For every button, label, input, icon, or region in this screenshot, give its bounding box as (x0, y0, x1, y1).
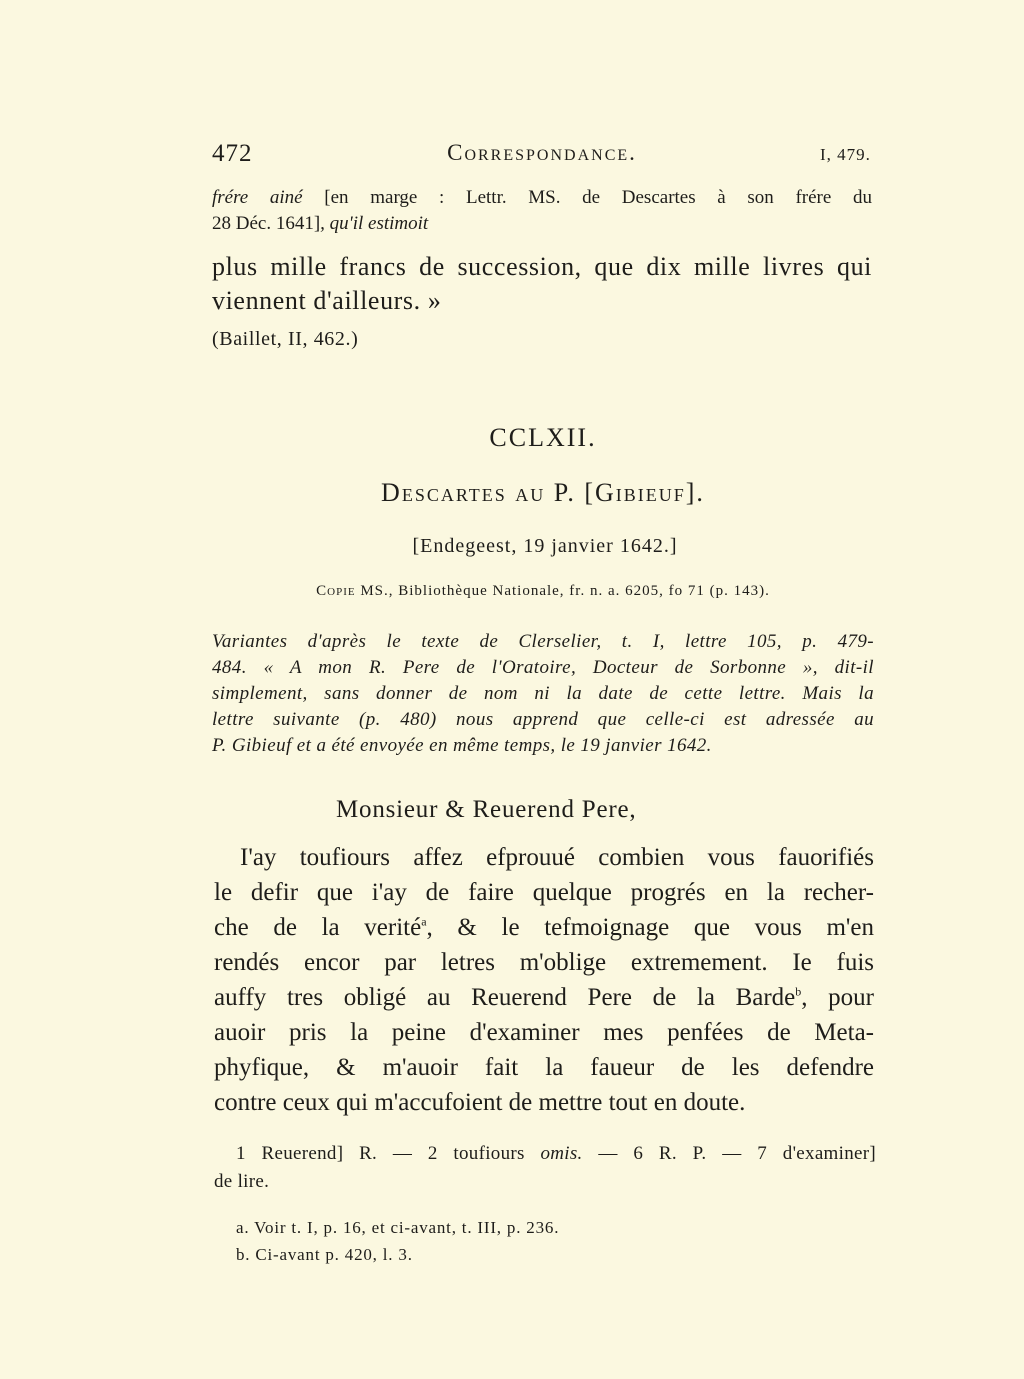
note-marker-b: b (795, 984, 802, 999)
body-text: , pour (801, 984, 874, 1011)
variants-line: lettre suivante (p. 480) nous apprend que celle-ci est adressée au (212, 709, 874, 730)
source-citation: (Baillet, II, 462.) (212, 328, 359, 350)
page-reference: I, 479. (820, 145, 871, 164)
letter-body (214, 840, 874, 1120)
text-line: plus mille francs de succession, que dix mille livres qui (212, 252, 872, 281)
copy-label: Copie (316, 583, 356, 599)
body-line: I'ay toufiours affez efprouué combien vous fauorifiés (240, 844, 874, 871)
note-date: 28 Déc. 1641] (212, 213, 321, 234)
note-marker-a: a (421, 914, 427, 929)
variant-text: 1 Reuerend] R. — 2 toufiours (236, 1143, 541, 1164)
variant-note-line: de lire. (214, 1171, 270, 1192)
variants-line: Variantes d'après le texte de Clerselier, t. I, lettre 105, p. 479- (212, 631, 874, 652)
body-line: auoir pris la peine d'examiner mes penfées de Meta- (214, 1019, 874, 1046)
variants-line: P. Gibieuf et a été envoyée en même temps, le 19 janvier 1642. (212, 735, 712, 756)
footnote-b: b. Ci-avant p. 420, l. 3. (236, 1245, 413, 1264)
variants-line: simplement, sans donner de nom ni la date de cette lettre. Mais la (212, 683, 874, 704)
salutation: Monsieur & Reuerend Pere, (336, 796, 637, 823)
running-title: Correspondance. (447, 140, 637, 165)
note-text: [en marge : Lettr. MS. de Descartes à son frére du (302, 187, 872, 208)
body-line: le defir que i'ay de faire quelque progrés en la recher- (214, 879, 874, 906)
copy-source (0, 583, 1024, 600)
place-date: [Endegeest, 19 janvier 1642.] (412, 535, 678, 557)
body-text: che de la verité (214, 914, 422, 941)
body-line (214, 910, 874, 945)
note-italic: frére ainé (212, 187, 303, 208)
body-line: rendés encor par letres m'oblige extremement. Ie fuis (214, 949, 874, 976)
letter-numeral: CCLXII. (489, 423, 597, 452)
variants-paragraph (212, 629, 874, 759)
copy-text: MS., Bibliothèque Nationale, fr. n. a. 6205, fo 71 (p. 143). (355, 583, 770, 599)
carry-over-text (212, 250, 872, 318)
carry-over-note (212, 185, 872, 237)
note-italic-2: , qu'il estimoit (320, 213, 429, 234)
variant-omis: omis. (540, 1143, 583, 1164)
page-number: 472 (212, 140, 253, 167)
body-line: phyfique, & m'auoir fait la faueur de les defendre (214, 1054, 874, 1081)
text-line: viennent d'ailleurs. » (212, 286, 442, 315)
footnote-a: a. Voir t. I, p. 16, et ci-avant, t. III, p. 236. (236, 1218, 560, 1237)
body-text: , & le tefmoignage que vous m'en (426, 914, 874, 941)
body-line: contre ceux qui m'accufoient de mettre tout en doute. (214, 1089, 746, 1116)
letter-heading: Descartes au P. [Gibieuf]. (381, 478, 705, 507)
variant-note-line (214, 1140, 876, 1168)
variants-line: 484. « A mon R. Pere de l'Oratoire, Docteur de Sorbonne », dit-il (212, 657, 874, 678)
body-line (214, 980, 874, 1015)
body-text: auffy tres obligé au Reuerend Pere de la Barde (214, 984, 796, 1011)
variant-notes (214, 1140, 876, 1196)
variant-text: — 6 R. P. — 7 d'examiner] (582, 1143, 876, 1164)
